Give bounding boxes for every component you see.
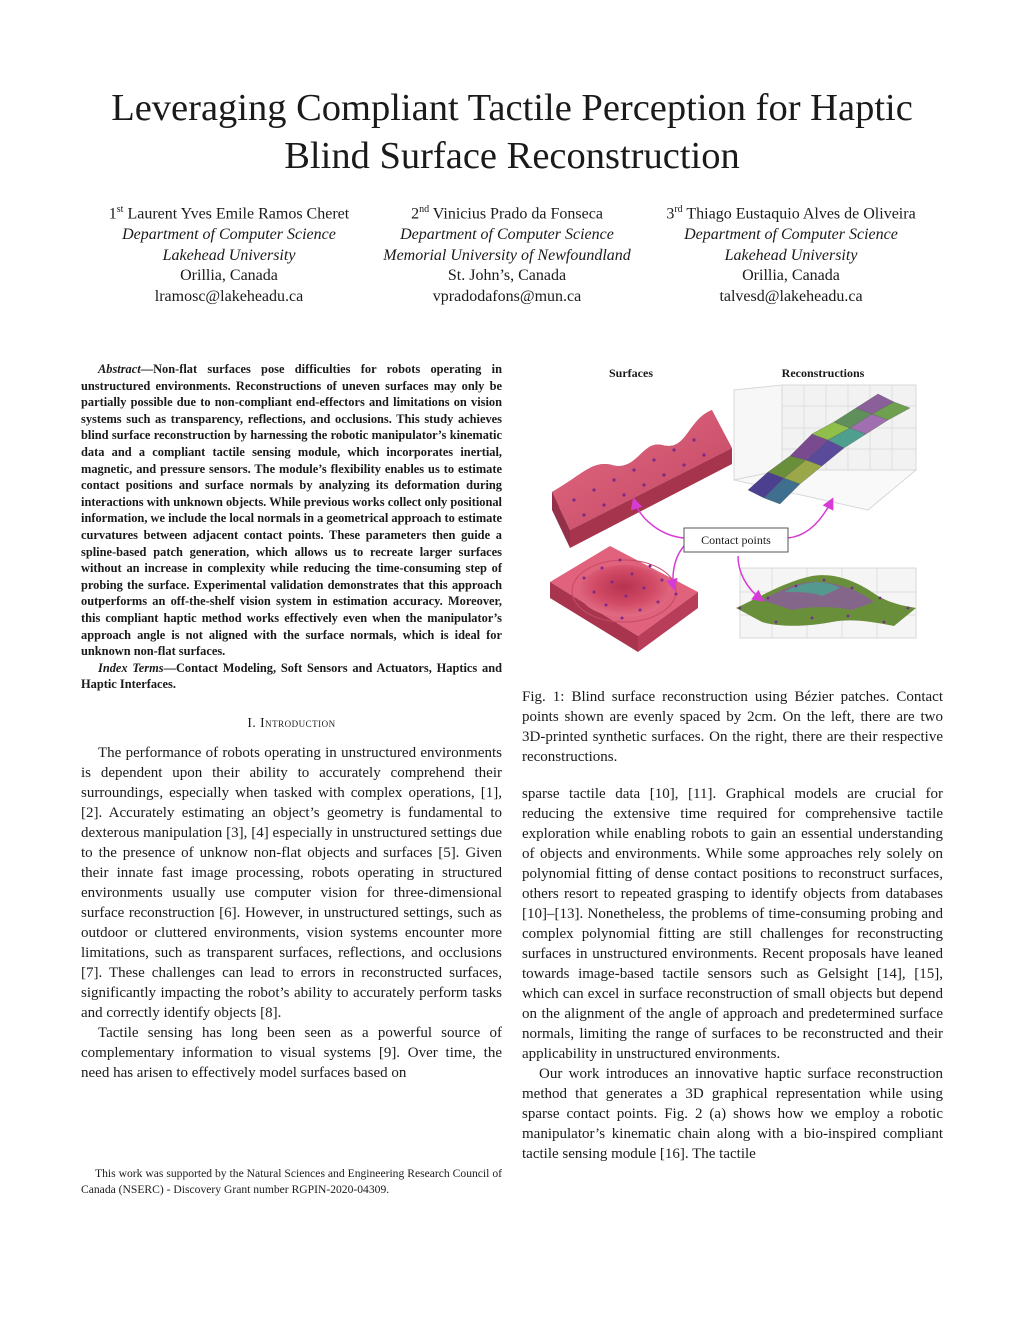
author-university: Memorial University of Newfoundland [383,246,631,264]
author-location: Orillia, Canada [180,267,278,285]
author-email: vpradodafons@mun.ca [432,287,582,305]
author-email: lramosc@lakeheadu.ca [154,287,304,305]
author-block-1 [72,200,386,307]
index-terms-dash: — [163,660,176,675]
section-title: Introduction [260,714,336,730]
figure-1-illustration [522,360,945,680]
paper-title [40,84,984,180]
author-location: Orillia, Canada [742,267,840,285]
figure-1 [522,360,945,680]
reconstruction-plot-wave [734,385,916,510]
author-block-3 [636,200,946,307]
author-ordinal-sup: rd [674,204,683,215]
author-department: Department of Computer Science [122,225,336,243]
author-name: Vinicius Prado da Fonseca [432,205,603,223]
author-ordinal: 1 [108,205,117,223]
contact-points-label: Contact points [701,533,771,547]
abstract-dash: — [140,362,154,376]
author-name: Thiago Eustaquio Alves de Oliveira [686,205,916,223]
index-terms-label: Index Terms [98,660,164,675]
abstract-label: Abstract [98,362,141,376]
index-terms-text: Contact Modeling, Soft Sensors and Actuators, Haptics and Haptic Interfaces. [81,660,502,692]
section-heading-introduction [81,713,502,733]
author-university: Lakehead University [724,246,858,264]
abstract-text: Non-flat surfaces pose difficulties for robots operating in unstructured environments. Reconstructions of uneven surfaces may only be partially possible due to non-compliant end-effectors and limitations on vision systems such as transparency, reflections, and occlusions. This study achieves blind surface reconstruction by harnessing the robotic manipulator’s kinematic data and a compliant tactile sensing module, which incorporates inertial, magnetic, and pressure sensors. The module’s flexibility enables us to estimate contact positions and surface normals by analyzing its deformation during interactions with unknown objects. While previous works collect only positional information, we include the local normals in a geometrical approach to estimate curvatures between adjacent contact points. These parameters then guide a spline-based patch generation, which allows us to recreate larger surfaces without an increase in complexity while reducing the time-consuming step of probing the surface. Experimental validation demonstrates that this approach outperforms an off-the-shelf vision system in estimation accuracy. Moreover, this compliant haptic method works effectively even when the manipulator’s approach angle is not aligned with the surface normals, which is ideal for unknown non-flat surfaces. [81,362,502,659]
author-ordinal: 3 [666,205,675,223]
figure-1-caption: Fig. 1: Blind surface reconstruction using Bézier patches. Contact points shown are evenly spaced by 2cm. On the left, there are two 3D-printed synthetic surfaces. On the right, there are their respective reconstructions. [522,689,943,765]
author-email: talvesd@lakeheadu.ca [719,287,863,305]
author-block-2 [376,200,638,307]
author-location: St. John’s, Canada [447,267,567,285]
author-name: Laurent Yves Emile Ramos Cheret [127,205,350,223]
left-column [81,361,502,1083]
footnote-funding: This work was supported by the Natural Sciences and Engineering Research Council of Canada (NSERC) - Discovery Grant number RGPIN-2020-04309. [81,1167,502,1196]
section-number: I. [247,714,261,730]
author-ordinal-sup: nd [419,204,430,215]
author-department: Department of Computer Science [684,225,898,243]
index-terms [81,660,502,693]
figure-label-reconstructions: Reconstructions [781,366,865,380]
author-university: Lakehead University [162,246,296,264]
abstract [81,361,502,660]
author-department: Department of Computer Science [400,225,614,243]
author-ordinal-sup: st [116,204,124,215]
right-paragraph-1: sparse tactile data [10], [11]. Graphical models are crucial for reducing the extensive time required for comprehensive tactile exploration while enabling robots to gain an essential understanding of objects and environments. While some approaches rely solely on polynomial fitting of dense contact positions to reconstruct surfaces, others resort to repeated grasping to identify objects from databases [10]–[13]. Nonetheless, the problems of time-consuming probing and complex polynomial fitting are still challenges for reconstructing surfaces in unstructured environments. Recent proposals have leaned towards image-based tactile sensors such as Gelsight [14], [15], which can excel in surface reconstruction of small objects but depend on the alignment of the angle of approach and predetermined surface normals, limiting the range of surfaces to be reconstructed and their applicability in unstructured environments. [522,786,943,1062]
intro-paragraph-2: Tactile sensing has long been seen as a powerful source of complementary information to visual systems [9]. Over time, the need has arisen to effectively model surfaces based on [81,1024,502,1081]
figure-label-surfaces: Surfaces [609,366,653,380]
intro-paragraph-1: The performance of robots operating in unstructured environments is dependent upon their ability to accurately comprehend their surroundings, especially when tasked with complex operations, [1], [2]. Accurately estimating an object’s geometry is fundamental to dexterous manipulation [3], [4] especially in unstructured settings due to the presence of unknow non-flat objects and surfaces [5]. Given their innate fast image processing, robots operating in structured environments usually use computer vision for three-dimensional surface reconstruction [6]. However, in unstructured settings, such as outdoor or cluttered environments, vision systems encounter more limitations, such as transparent surfaces, reflections, and occlusions [7]. These challenges can lead to errors in reconstructed surfaces, significantly impacting the robot’s ability to accurately perform tasks and correctly identify objects [8]. [81,744,502,1021]
author-ordinal: 2 [411,205,420,223]
right-paragraph-2: Our work introduces an innovative haptic surface reconstruction method that generates a 3D graphical representation while using sparse contact points. Fig. 2 (a) shows how we employ a robotic manipulator’s kinematic chain along with a bio-inspired compliant tactile sensing module [16]. The tactile [522,1066,943,1162]
title-line-1: Leveraging Compliant Tactile Perception for Haptic [111,87,913,129]
reconstruction-plot-dome [736,568,916,638]
right-column [522,784,943,1164]
title-line-2: Blind Surface Reconstruction [284,135,740,177]
wavy-surface-3d-print [552,410,732,548]
